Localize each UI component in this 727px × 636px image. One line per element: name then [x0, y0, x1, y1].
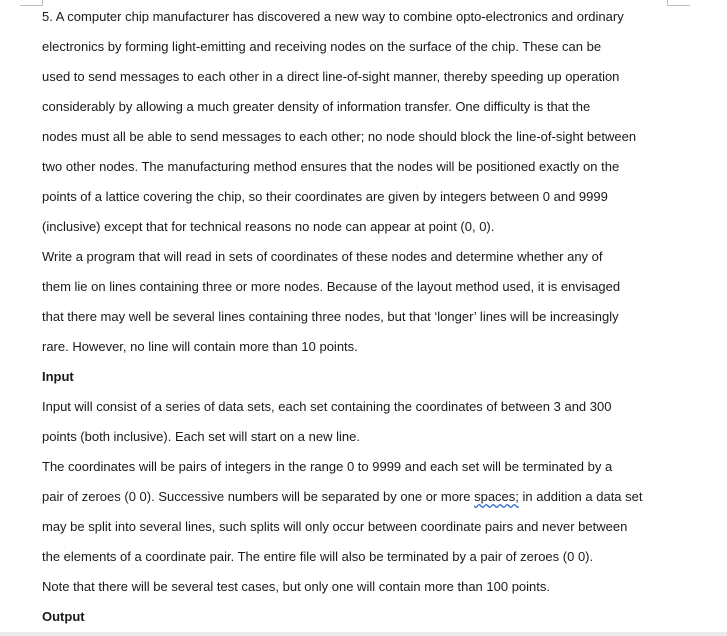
paragraph-line: Note that there will be several test cases, but only one will contain more than 100 points. [42, 579, 551, 594]
paragraph-line: considerably by allowing a much greater density of information transfer. One difficulty is that the [42, 99, 591, 114]
paragraph-line: Input will consist of a series of data sets, each set containing the coordinates of between 3 and 300 [42, 399, 612, 414]
paragraph-line: electronics by forming light-emitting and receiving nodes on the surface of the chip. These can be [42, 39, 602, 54]
line-text-after: in addition a data set [518, 489, 643, 504]
paragraph-line: 5. A computer chip manufacturer has discovered a new way to combine opto-electronics and ordinary [42, 9, 624, 24]
paragraph-line: rare. However, no line will contain more than 10 points. [42, 339, 358, 354]
paragraph-line: (inclusive) except that for technical reasons no node can appear at point (0, 0). [42, 219, 495, 234]
document-body[interactable] [42, 2, 672, 632]
paragraph-line: two other nodes. The manufacturing method ensures that the nodes will be positioned exactly on the [42, 159, 620, 174]
paragraph-line: them lie on lines containing three or more nodes. Because of the layout method used, it is envisaged [42, 279, 621, 294]
margin-corner-mark-left [20, 0, 43, 6]
spelling-flagged-word[interactable]: spaces; [474, 489, 519, 504]
paragraph-line: used to send messages to each other in a direct line-of-sight manner, thereby speeding up operation [42, 69, 620, 84]
paragraph-line-with-spelling-flag [42, 482, 672, 512]
paragraph-line: nodes must all be able to send messages to each other; no node should block the line-of-sight between [42, 129, 637, 144]
input-heading: Input [42, 369, 74, 384]
line-text-before: pair of zeroes (0 0). Successive numbers will be separated by one or more [42, 489, 475, 504]
paragraph-line: the elements of a coordinate pair. The entire file will also be terminated by a pair of zeroes (0 0). [42, 549, 594, 564]
paragraph-line: may be split into several lines, such splits will only occur between coordinate pairs and never between [42, 519, 628, 534]
paragraph-line: that there may well be several lines containing three nodes, but that ‘longer’ lines will be increasingly [42, 309, 619, 324]
paragraph-line: The coordinates will be pairs of integers in the range 0 to 9999 and each set will be terminated by a [42, 459, 613, 474]
paragraph-line: points of a lattice covering the chip, so their coordinates are given by integers between 0 and 9999 [42, 189, 608, 204]
paragraph-line: points (both inclusive). Each set will start on a new line. [42, 429, 360, 444]
page-bottom-edge [0, 632, 727, 636]
paragraph-line: Write a program that will read in sets of coordinates of these nodes and determine whether any of [42, 249, 603, 264]
output-heading: Output [42, 609, 85, 624]
